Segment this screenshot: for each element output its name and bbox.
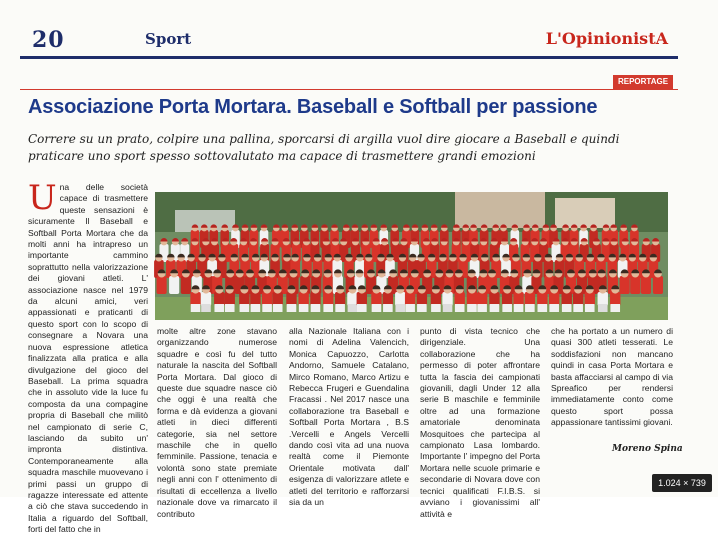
article-column-2: [157, 326, 277, 519]
column-3-text: alla Nazionale Italiana con i nomi di Adelina Valencich, Monica Capuozzo, Carlotta Andorno, Samuele Catalano, Mirco Romano, Marco Artizu e Rebecca Frugeri e Guendalina Fracassi . Nel 2017 nasce una collaborazione tra Baseball e Softball Porta Mortara , B.S .Vercelli e Angels Vercelli dando così vita ad una nuova realtà come il Piemonte Orientale motivata dall' esigenza di valorizzare atlete e atleti del territorio e rafforzarsi sia da un: [289, 326, 409, 508]
section-name: Sport: [145, 30, 192, 48]
column-2-text: molte altre zone stavano organizzando numerose squadre e così fu del tutto naturale la nascita del Softball Porta Mortara. Dal gioco di queste due squadre nasce ciò che oggi è una realtà che forma e dà evidenza a giovani atleti in dieci differenti categorie, sia nel settore maschile che in quello femminile. Passione, tenacia e volontà sono state premiate negli anni con l' ottenimento di risultati di eccellenza a livello nazionale dove va rimarcato il contributo: [157, 326, 277, 519]
article-column-5: [551, 326, 673, 426]
author-signature: Moreno Spina: [612, 444, 683, 454]
team-photo: [155, 192, 668, 320]
magazine-logo: L'OpinionistA: [545, 29, 668, 48]
article-title: Associazione Porta Mortara. Baseball e Softball per passione: [28, 96, 598, 118]
drop-cap: U: [28, 178, 57, 218]
column-4-text: punto di vista tecnico che dirigenziale. Una collaborazione che ha permesso di poter affrontare tutta la fascia dei campionati giovanili, dagli Under 12 alla serie B maschile e femminile oltre ad una formazione amatoriale denominata Mosquitoes che partecipa al campionato Lasa lombardo. Importante l' impegno del Porta Mortara nelle scuole primarie e secondarie di Novara dove con tecnici qualificati F.I.B.S. si avviano i giovanissimi all' attività e: [420, 326, 540, 519]
page-header: [20, 27, 678, 57]
column-5-text: che ha portato a un numero di quasi 300 atleti tesserati. Le soddisfazioni non mancano quindi in casa Porta Mortara e basta affacciarsi al campo di via Spreafico per rendersi immediatamente conto come questo sport possa appassionare tantissimi giovani.: [551, 326, 673, 428]
article-column-1: [28, 178, 148, 535]
column-1-text: na delle società capace di trasmettere queste sensazioni è sicuramente Il Baseball e Softball Porta Mortara che da molti anni ha intrapreso un importante cammino soprattutto nella valorizzazione dei giovani atleti. L' associazione nasce nel 1979 da alcuni amici, veri appassionati e praticanti di questo sport con lo scopo di consegnare a Novara una nuova espressione atletica finalizzata alla pratica e alla divulgazione del gioco del Baseball. La prima squadra che in assoluto vide la luce fu composta da una compagine propria di Baseball che militò nel campionato di serie C, lasciando da subito un' impronta distintiva. Contemporaneamente alla squadra maschile muovevano i primi passi un gruppo di ragazze interessate ed attente a ciò che stava succedendo in Italia a riguardo del Softball, forti del fatto che in: [28, 182, 148, 535]
article-column-4: [420, 326, 540, 519]
badge-divider: [20, 89, 678, 90]
page-number: 20: [32, 27, 65, 53]
article-lead: Correre su un prato, colpire una pallina, sporcarsi di argilla vuol dire giocare a Baseball e quindi praticare uno sport spesso sottovalutato ma capace di trasmettere grandi emozioni: [28, 132, 620, 163]
article-column-3: [289, 326, 409, 508]
team-photo-image: [155, 192, 668, 320]
header-divider: [20, 56, 678, 59]
image-size-label: 1.024 × 739: [652, 474, 712, 492]
reportage-badge: REPORTAGE: [613, 75, 673, 89]
